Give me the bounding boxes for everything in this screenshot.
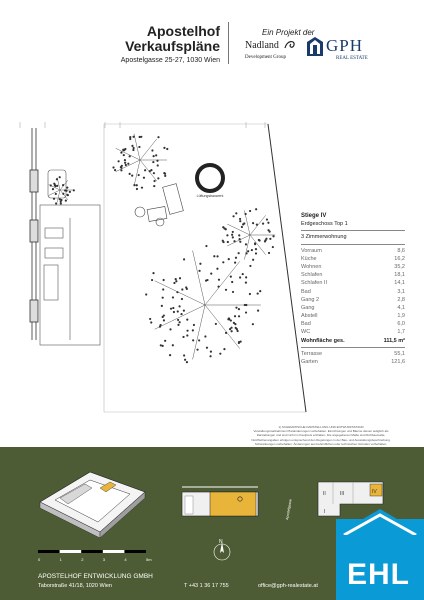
footer-address: Taborstraße 41/18, 1020 Wien bbox=[38, 583, 112, 589]
ventilation-structure bbox=[197, 165, 224, 198]
street-label: Apostelgasse bbox=[285, 498, 293, 521]
compass-north-icon bbox=[210, 538, 234, 564]
footer-company: APOSTELHOF ENTWICKLUNG GMBH bbox=[38, 573, 153, 580]
total-area-row: Wohnfläche ges. 111,5 m² bbox=[301, 337, 405, 344]
extras-list bbox=[301, 350, 405, 366]
room-row: Wohnen 35,2 bbox=[301, 263, 405, 270]
nadland-subtitle: Development Group bbox=[245, 55, 286, 60]
footer-email[interactable]: office@gph-realestate.at bbox=[258, 583, 318, 589]
room-row: Schlafen 18,1 bbox=[301, 272, 405, 279]
tree-icon bbox=[222, 208, 276, 261]
room-list bbox=[301, 247, 405, 337]
scale-tick-label: 1 bbox=[59, 557, 62, 562]
room-row: Abstell 1,9 bbox=[301, 313, 405, 320]
floor-unit-label: Erdgeschoss Top 1 bbox=[301, 221, 348, 228]
footer-phone: T +43 1 36 17 755 bbox=[184, 583, 229, 589]
unit-info-panel bbox=[301, 212, 405, 366]
floor-key-plan bbox=[180, 484, 260, 528]
scale-tick-label: 2 bbox=[81, 557, 84, 562]
disclaimer-line: 1) SCHEMATISCHE DARSTELLUNG UND ENTWURFSSTAND bbox=[278, 425, 364, 429]
title-line-1: Apostelhof bbox=[146, 23, 220, 39]
section-label-i: I bbox=[324, 509, 326, 515]
room-row: Gang 4,1 bbox=[301, 304, 405, 311]
project-title bbox=[100, 24, 220, 54]
building-wall bbox=[30, 128, 38, 340]
room-row: Küche 16,2 bbox=[301, 255, 405, 262]
project-label: Ein Projekt der bbox=[262, 28, 315, 37]
ehl-roof-icon bbox=[336, 505, 424, 535]
disclaimer-line: Nutzflächenangaben erfolgen entsprechend den Regelungen in der Bau- und Ausstattungsbeschreibung. bbox=[251, 437, 391, 442]
room-row: Gang 2 2,8 bbox=[301, 296, 405, 303]
terrace-area bbox=[40, 170, 100, 345]
compass-north-label: N bbox=[219, 539, 223, 545]
disclaimer-line: Verwaltungsmaßnahmen Planänderungen vorbehalten. Einrichtungen und Bäume dienen lediglich als bbox=[253, 429, 389, 434]
garden-trees bbox=[49, 134, 276, 364]
room-row: Bad 6,0 bbox=[301, 321, 405, 328]
room-row: WC 1,7 bbox=[301, 329, 405, 336]
project-address: Apostelgasse 25-27, 1030 Wien bbox=[120, 57, 220, 64]
tree-icon bbox=[112, 134, 168, 190]
scale-tick-label: 3 bbox=[102, 557, 106, 562]
nadland-swirl-icon bbox=[283, 38, 297, 52]
header-divider bbox=[228, 22, 229, 64]
gph-emblem-icon bbox=[306, 36, 324, 58]
scale-bar bbox=[34, 548, 154, 566]
ventilation-label: Lüftungsbauwerk bbox=[196, 194, 224, 198]
site-axonometric bbox=[30, 452, 150, 540]
room-row: Bad 3,1 bbox=[301, 288, 405, 295]
plan-tick-marks bbox=[20, 122, 265, 128]
ehl-logo-text: EHL bbox=[347, 558, 410, 591]
section-label-iii: III bbox=[340, 491, 345, 497]
scale-tick-label: 4 bbox=[124, 557, 127, 562]
gph-subtitle: REAL ESTATE bbox=[336, 56, 368, 61]
room-row: Vorraum 8,6 bbox=[301, 247, 405, 254]
disclaimer-text bbox=[236, 425, 406, 446]
title-line-2: Verkaufspläne bbox=[125, 38, 220, 54]
section-label-iv: IV bbox=[372, 489, 377, 495]
section-label-ii: II bbox=[323, 491, 326, 497]
tree-icon bbox=[49, 176, 75, 205]
scale-tick-label: 0 bbox=[38, 557, 41, 562]
stiege-label: Stiege IV bbox=[301, 213, 327, 219]
disclaimer-line: Schwankungen vorbehalten. Änderungen aus behördlichen oder technischen Gründen vorbehalten. bbox=[254, 441, 388, 446]
nadland-logo: Nadland bbox=[245, 40, 279, 51]
scale-tick-label: 5m bbox=[146, 557, 152, 562]
disclaimer-line: Darstellungen und sind nicht im Kaufpreis enthalten. Die angegebenen Maße sind Rohbaumaße, bbox=[256, 433, 386, 438]
extra-row: Garten 121,6 bbox=[301, 359, 405, 365]
garden-furniture bbox=[135, 184, 183, 226]
tree-icon bbox=[145, 245, 261, 363]
unit-type-label: 3 Zimmerwohnung bbox=[301, 234, 347, 241]
extra-row: Terrasse 55,1 bbox=[301, 350, 405, 357]
gph-logo: GPH bbox=[326, 36, 364, 55]
room-row: Schlafen II 14,1 bbox=[301, 280, 405, 287]
